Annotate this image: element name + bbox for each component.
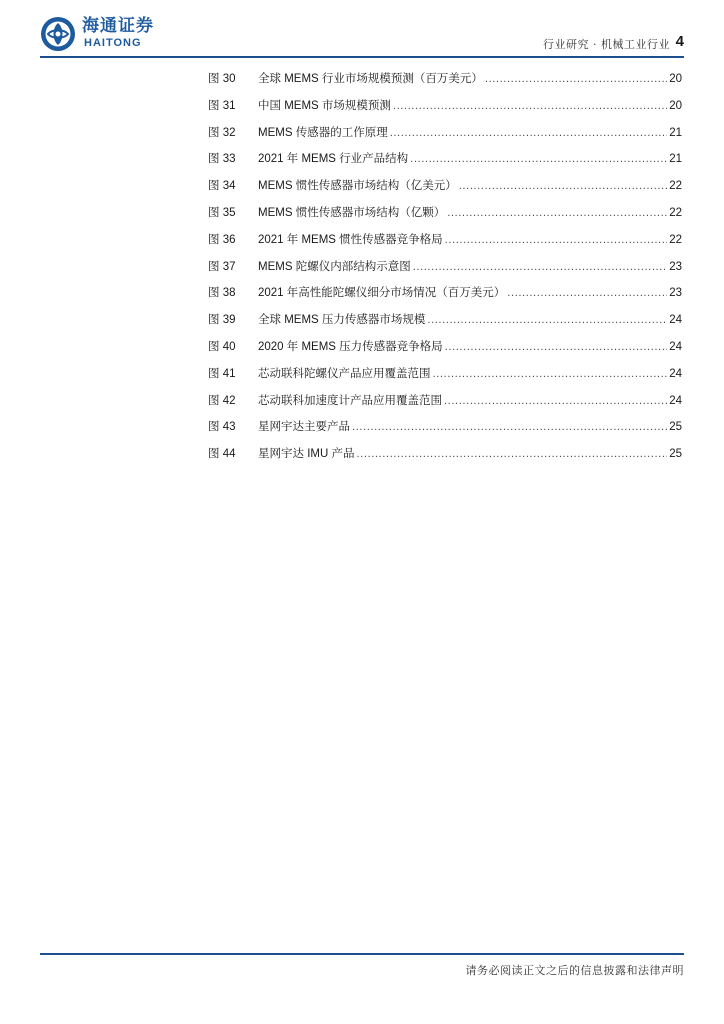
figure-list-item[interactable] bbox=[208, 173, 682, 200]
figure-page: 24 bbox=[669, 340, 682, 353]
figure-title: MEMS 传感器的工作原理 bbox=[258, 126, 388, 139]
figure-number: 图 41 bbox=[208, 367, 236, 380]
figure-list-item[interactable] bbox=[208, 414, 682, 441]
figure-list-item[interactable] bbox=[208, 93, 682, 120]
dot-leader bbox=[447, 201, 667, 228]
figure-title: MEMS 惯性传感器市场结构（亿美元） bbox=[258, 180, 457, 193]
dot-leader bbox=[433, 362, 668, 389]
logo-english-text: HAITONG bbox=[84, 37, 142, 49]
dot-leader bbox=[410, 147, 667, 174]
figure-number: 图 43 bbox=[208, 421, 236, 434]
figure-page: 23 bbox=[669, 260, 682, 273]
header-divider bbox=[40, 56, 684, 58]
figure-title: 2020 年 MEMS 压力传感器竞争格局 bbox=[258, 340, 443, 353]
header-section-title: 行业研究 · 机械工业行业 bbox=[543, 38, 670, 51]
dot-leader bbox=[507, 281, 667, 308]
figure-number: 图 40 bbox=[208, 340, 236, 353]
dot-leader bbox=[445, 228, 668, 255]
figure-title: 芯动联科加速度计产品应用覆盖范围 bbox=[258, 394, 442, 407]
haitong-logo bbox=[40, 16, 190, 52]
figure-number: 图 30 bbox=[208, 73, 236, 85]
figure-number: 图 38 bbox=[208, 287, 236, 300]
figure-list-item[interactable] bbox=[208, 441, 682, 468]
dot-leader bbox=[356, 442, 667, 469]
figure-list-item[interactable] bbox=[208, 361, 682, 388]
figure-page: 22 bbox=[669, 206, 682, 219]
figure-title: 星网宇达 IMU 产品 bbox=[258, 448, 355, 461]
figure-title: 2021 年 MEMS 行业产品结构 bbox=[258, 153, 409, 166]
haitong-logo-icon bbox=[40, 16, 76, 52]
figure-page: 24 bbox=[669, 367, 682, 380]
figure-page: 20 bbox=[669, 73, 682, 85]
figure-list-item[interactable] bbox=[208, 280, 682, 307]
figure-list-item[interactable] bbox=[208, 227, 682, 254]
figure-page: 24 bbox=[669, 394, 682, 407]
figure-list-item[interactable] bbox=[208, 200, 682, 227]
figure-list-item[interactable] bbox=[208, 254, 682, 281]
dot-leader bbox=[444, 389, 667, 416]
figure-number: 图 39 bbox=[208, 314, 236, 327]
figure-title: 2021 年高性能陀螺仪细分市场情况（百万美元） bbox=[258, 287, 506, 300]
footer-divider bbox=[40, 953, 684, 955]
dot-leader bbox=[413, 255, 668, 282]
figure-list bbox=[208, 66, 682, 468]
figure-title: 2021 年 MEMS 惯性传感器竞争格局 bbox=[258, 233, 443, 246]
figure-list-item[interactable] bbox=[208, 334, 682, 361]
figure-list-item[interactable] bbox=[208, 146, 682, 173]
figure-title: 全球 MEMS 行业市场规模预测（百万美元） bbox=[258, 73, 483, 85]
figure-number: 图 42 bbox=[208, 394, 236, 407]
page-header bbox=[0, 0, 724, 60]
dot-leader bbox=[390, 121, 668, 148]
figure-number: 图 37 bbox=[208, 260, 236, 273]
figure-page: 25 bbox=[669, 421, 682, 434]
figure-page: 22 bbox=[669, 233, 682, 246]
footer-disclaimer: 请务必阅读正文之后的信息披露和法律声明 bbox=[465, 964, 684, 977]
figure-title: 全球 MEMS 压力传感器市场规模 bbox=[258, 314, 426, 327]
figure-title: 芯动联科陀螺仪产品应用覆盖范围 bbox=[258, 367, 431, 380]
figure-title: MEMS 惯性传感器市场结构（亿颗） bbox=[258, 206, 446, 219]
figure-number: 图 44 bbox=[208, 448, 236, 461]
figure-page: 21 bbox=[669, 153, 682, 166]
figure-list-item[interactable] bbox=[208, 388, 682, 415]
figure-number: 图 34 bbox=[208, 180, 236, 193]
page-number: 4 bbox=[675, 33, 684, 50]
figure-title: 中国 MEMS 市场规模预测 bbox=[258, 99, 391, 112]
dot-leader bbox=[459, 174, 668, 201]
dot-leader bbox=[485, 67, 667, 94]
figure-number: 图 36 bbox=[208, 233, 236, 246]
dot-leader bbox=[427, 308, 667, 335]
figure-number: 图 35 bbox=[208, 206, 236, 219]
figure-page: 23 bbox=[669, 287, 682, 300]
figure-list-item[interactable] bbox=[208, 66, 682, 93]
figure-list-item[interactable] bbox=[208, 120, 682, 147]
figure-title: MEMS 陀螺仪内部结构示意图 bbox=[258, 260, 411, 273]
figure-page: 22 bbox=[669, 180, 682, 193]
figure-number: 图 33 bbox=[208, 153, 236, 166]
figure-number: 图 31 bbox=[208, 99, 236, 112]
dot-leader bbox=[393, 94, 667, 121]
figure-page: 21 bbox=[669, 126, 682, 139]
figure-title: 星网宇达主要产品 bbox=[258, 421, 350, 434]
figure-page: 20 bbox=[669, 99, 682, 112]
figure-page: 24 bbox=[669, 314, 682, 327]
dot-leader bbox=[445, 335, 668, 362]
figure-list-item[interactable] bbox=[208, 307, 682, 334]
figure-page: 25 bbox=[669, 448, 682, 461]
logo-chinese-text: 海通证券 bbox=[82, 16, 154, 36]
dot-leader bbox=[352, 415, 667, 442]
figure-number: 图 32 bbox=[208, 126, 236, 139]
